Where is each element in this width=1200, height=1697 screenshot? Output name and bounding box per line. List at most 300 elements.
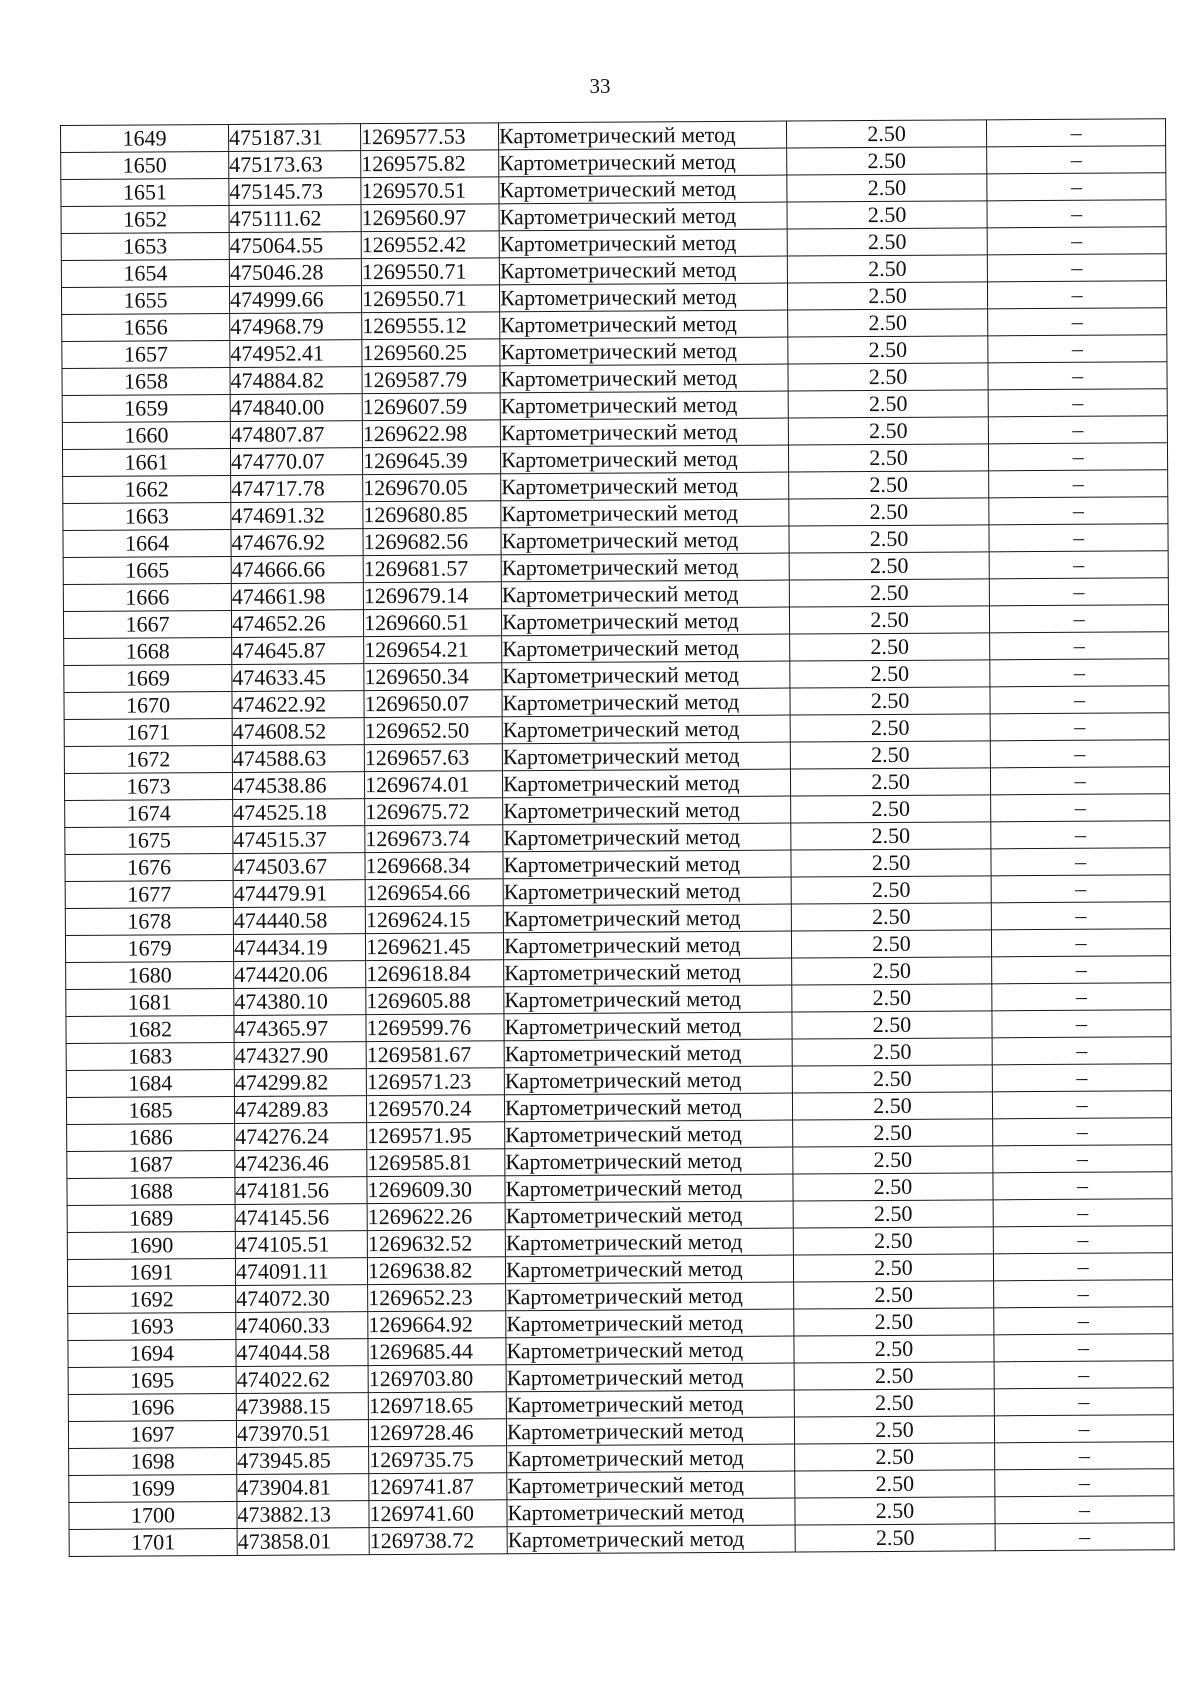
method-cell: Картометрический метод: [503, 796, 791, 825]
accuracy-cell: 2.50: [791, 903, 991, 931]
point-number-cell: 1678: [65, 907, 233, 935]
note-cell: –: [988, 389, 1167, 417]
point-number-cell: 1686: [67, 1123, 235, 1151]
x-coordinate-cell: 473904.81: [237, 1474, 369, 1502]
y-coordinate-cell: 1269587.79: [362, 366, 500, 394]
x-coordinate-cell: 474633.45: [232, 664, 364, 692]
y-coordinate-cell: 1269660.51: [363, 609, 501, 637]
x-coordinate-cell: 474479.91: [233, 880, 365, 908]
note-cell: –: [991, 875, 1170, 903]
method-cell: Картометрический метод: [501, 553, 789, 582]
method-cell: Картометрический метод: [502, 688, 790, 717]
point-number-cell: 1700: [69, 1501, 237, 1529]
y-coordinate-cell: 1269718.65: [368, 1392, 506, 1420]
x-coordinate-cell: 474538.86: [232, 772, 364, 800]
point-number-cell: 1676: [65, 853, 233, 881]
x-coordinate-cell: 474440.58: [233, 907, 365, 935]
accuracy-cell: 2.50: [791, 795, 991, 823]
method-cell: Картометрический метод: [504, 1012, 792, 1041]
y-coordinate-cell: 1269624.15: [365, 906, 503, 934]
note-cell: –: [991, 929, 1170, 957]
accuracy-cell: 2.50: [790, 660, 990, 688]
method-cell: Картометрический метод: [504, 1039, 792, 1068]
point-number-cell: 1696: [68, 1393, 236, 1421]
accuracy-cell: 2.50: [788, 444, 988, 472]
x-coordinate-cell: 474968.79: [230, 313, 362, 341]
x-coordinate-cell: 475145.73: [229, 178, 361, 206]
note-cell: –: [990, 659, 1169, 687]
method-cell: Картометрический метод: [502, 769, 790, 798]
method-cell: Картометрический метод: [499, 202, 787, 231]
accuracy-cell: 2.50: [792, 1011, 992, 1039]
accuracy-cell: 2.50: [790, 633, 990, 661]
accuracy-cell: 2.50: [793, 1254, 993, 1282]
point-number-cell: 1650: [61, 151, 229, 179]
point-number-cell: 1695: [68, 1366, 236, 1394]
coordinates-sheet: [60, 118, 1174, 1557]
accuracy-cell: 2.50: [787, 282, 987, 310]
method-cell: Картометрический метод: [504, 985, 792, 1014]
y-coordinate-cell: 1269621.45: [365, 933, 503, 961]
note-cell: –: [987, 227, 1166, 255]
y-coordinate-cell: 1269673.74: [365, 825, 503, 853]
accuracy-cell: 2.50: [788, 417, 988, 445]
x-coordinate-cell: 474588.63: [232, 745, 364, 773]
note-cell: –: [991, 821, 1170, 849]
point-number-cell: 1664: [63, 529, 231, 557]
y-coordinate-cell: 1269741.60: [369, 1500, 507, 1528]
note-cell: –: [994, 1388, 1173, 1416]
y-coordinate-cell: 1269674.01: [364, 771, 502, 799]
accuracy-cell: 2.50: [790, 741, 990, 769]
note-cell: –: [993, 1145, 1172, 1173]
x-coordinate-cell: 474525.18: [233, 799, 365, 827]
accuracy-cell: 2.50: [786, 120, 986, 148]
accuracy-cell: 2.50: [788, 390, 988, 418]
y-coordinate-cell: 1269735.75: [369, 1446, 507, 1474]
y-coordinate-cell: 1269685.44: [368, 1338, 506, 1366]
accuracy-cell: 2.50: [789, 606, 989, 634]
y-coordinate-cell: 1269654.21: [364, 636, 502, 664]
method-cell: Картометрический метод: [504, 958, 792, 987]
note-cell: –: [987, 173, 1166, 201]
accuracy-cell: 2.50: [795, 1497, 995, 1525]
accuracy-cell: 2.50: [793, 1119, 993, 1147]
method-cell: Картометрический метод: [506, 1417, 794, 1446]
y-coordinate-cell: 1269654.66: [365, 879, 503, 907]
note-cell: –: [990, 767, 1169, 795]
accuracy-cell: 2.50: [795, 1524, 995, 1552]
point-number-cell: 1656: [62, 313, 230, 341]
point-number-cell: 1669: [64, 664, 232, 692]
accuracy-cell: 2.50: [795, 1443, 995, 1471]
x-coordinate-cell: 475187.31: [228, 124, 360, 152]
y-coordinate-cell: 1269577.53: [360, 123, 498, 151]
accuracy-cell: 2.50: [789, 525, 989, 553]
y-coordinate-cell: 1269682.56: [363, 528, 501, 556]
x-coordinate-cell: 473970.51: [236, 1420, 368, 1448]
method-cell: Картометрический метод: [503, 877, 791, 906]
accuracy-cell: 2.50: [792, 957, 992, 985]
note-cell: –: [988, 416, 1167, 444]
x-coordinate-cell: 474181.56: [235, 1177, 367, 1205]
accuracy-cell: 2.50: [789, 579, 989, 607]
accuracy-cell: 2.50: [788, 363, 988, 391]
x-coordinate-cell: 475111.62: [229, 205, 361, 233]
point-number-cell: 1665: [63, 556, 231, 584]
y-coordinate-cell: 1269668.34: [365, 852, 503, 880]
note-cell: –: [990, 686, 1169, 714]
method-cell: Картометрический метод: [502, 715, 790, 744]
accuracy-cell: 2.50: [794, 1389, 994, 1417]
note-cell: –: [988, 362, 1167, 390]
table-row: [69, 1523, 1174, 1557]
x-coordinate-cell: 473988.15: [236, 1393, 368, 1421]
y-coordinate-cell: 1269609.30: [367, 1176, 505, 1204]
note-cell: –: [990, 713, 1169, 741]
y-coordinate-cell: 1269728.46: [368, 1419, 506, 1447]
point-number-cell: 1672: [64, 745, 232, 773]
x-coordinate-cell: 474327.90: [234, 1042, 366, 1070]
x-coordinate-cell: 474380.10: [234, 988, 366, 1016]
y-coordinate-cell: 1269738.72: [369, 1527, 507, 1555]
note-cell: –: [993, 1199, 1172, 1227]
y-coordinate-cell: 1269650.34: [364, 663, 502, 691]
x-coordinate-cell: 474691.32: [231, 502, 363, 530]
y-coordinate-cell: 1269622.98: [362, 420, 500, 448]
method-cell: Картометрический метод: [507, 1498, 795, 1527]
accuracy-cell: 2.50: [793, 1173, 993, 1201]
note-cell: –: [994, 1361, 1173, 1389]
note-cell: –: [992, 1037, 1171, 1065]
x-coordinate-cell: 474145.56: [235, 1204, 367, 1232]
y-coordinate-cell: 1269607.59: [362, 393, 500, 421]
x-coordinate-cell: 474807.87: [230, 421, 362, 449]
accuracy-cell: 2.50: [790, 768, 990, 796]
point-number-cell: 1662: [63, 475, 231, 503]
x-coordinate-cell: 475046.28: [229, 259, 361, 287]
accuracy-cell: 2.50: [794, 1335, 994, 1363]
x-coordinate-cell: 474044.58: [236, 1339, 368, 1367]
method-cell: Картометрический метод: [501, 607, 789, 636]
method-cell: Картометрический метод: [501, 580, 789, 609]
method-cell: Картометрический метод: [505, 1174, 793, 1203]
y-coordinate-cell: 1269552.42: [361, 231, 499, 259]
point-number-cell: 1652: [61, 205, 229, 233]
y-coordinate-cell: 1269679.14: [363, 582, 501, 610]
method-cell: Картометрический метод: [505, 1147, 793, 1176]
method-cell: Картометрический метод: [502, 742, 790, 771]
note-cell: –: [988, 443, 1167, 471]
method-cell: Картометрический метод: [500, 418, 788, 447]
point-number-cell: 1661: [62, 448, 230, 476]
point-number-cell: 1653: [61, 232, 229, 260]
accuracy-cell: 2.50: [791, 876, 991, 904]
x-coordinate-cell: 474666.66: [231, 556, 363, 584]
method-cell: Картометрический метод: [505, 1228, 793, 1257]
note-cell: –: [988, 308, 1167, 336]
accuracy-cell: 2.50: [791, 930, 991, 958]
note-cell: –: [992, 1010, 1171, 1038]
note-cell: –: [987, 200, 1166, 228]
note-cell: –: [995, 1469, 1174, 1497]
note-cell: –: [993, 1253, 1172, 1281]
y-coordinate-cell: 1269703.80: [368, 1365, 506, 1393]
point-number-cell: 1660: [62, 421, 230, 449]
method-cell: Картометрический метод: [506, 1309, 794, 1338]
y-coordinate-cell: 1269618.84: [366, 960, 504, 988]
accuracy-cell: 2.50: [792, 1038, 992, 1066]
method-cell: Картометрический метод: [500, 364, 788, 393]
method-cell: Картометрический метод: [500, 391, 788, 420]
point-number-cell: 1693: [68, 1312, 236, 1340]
method-cell: Картометрический метод: [507, 1444, 795, 1473]
point-number-cell: 1677: [65, 880, 233, 908]
coordinates-table: [60, 118, 1175, 1557]
x-coordinate-cell: 474717.78: [231, 475, 363, 503]
note-cell: –: [989, 551, 1168, 579]
point-number-cell: 1699: [69, 1474, 237, 1502]
method-cell: Картометрический метод: [503, 850, 791, 879]
point-number-cell: 1655: [61, 286, 229, 314]
note-cell: –: [992, 956, 1171, 984]
x-coordinate-cell: 474072.30: [236, 1285, 368, 1313]
note-cell: –: [989, 524, 1168, 552]
point-number-cell: 1657: [62, 340, 230, 368]
x-coordinate-cell: 473858.01: [237, 1528, 369, 1556]
y-coordinate-cell: 1269657.63: [364, 744, 502, 772]
accuracy-cell: 2.50: [794, 1416, 994, 1444]
method-cell: Картометрический метод: [499, 283, 787, 312]
y-coordinate-cell: 1269599.76: [366, 1014, 504, 1042]
x-coordinate-cell: 474645.87: [232, 637, 364, 665]
accuracy-cell: 2.50: [788, 309, 988, 337]
point-number-cell: 1685: [66, 1096, 234, 1124]
accuracy-cell: 2.50: [787, 255, 987, 283]
point-number-cell: 1654: [61, 259, 229, 287]
x-coordinate-cell: 474661.98: [231, 583, 363, 611]
method-cell: Картометрический метод: [501, 472, 789, 501]
note-cell: –: [992, 1091, 1171, 1119]
method-cell: Картометрический метод: [507, 1525, 795, 1554]
accuracy-cell: 2.50: [793, 1146, 993, 1174]
x-coordinate-cell: 474884.82: [230, 367, 362, 395]
point-number-cell: 1694: [68, 1339, 236, 1367]
point-number-cell: 1651: [61, 178, 229, 206]
method-cell: Картометрический метод: [507, 1471, 795, 1500]
note-cell: –: [989, 497, 1168, 525]
accuracy-cell: 2.50: [795, 1470, 995, 1498]
accuracy-cell: 2.50: [793, 1200, 993, 1228]
y-coordinate-cell: 1269570.24: [366, 1095, 504, 1123]
y-coordinate-cell: 1269650.07: [364, 690, 502, 718]
point-number-cell: 1671: [64, 718, 232, 746]
x-coordinate-cell: 475173.63: [229, 151, 361, 179]
y-coordinate-cell: 1269575.82: [361, 150, 499, 178]
note-cell: –: [989, 605, 1168, 633]
method-cell: Картометрический метод: [500, 337, 788, 366]
point-number-cell: 1667: [63, 610, 231, 638]
point-number-cell: 1697: [68, 1420, 236, 1448]
x-coordinate-cell: 474652.26: [231, 610, 363, 638]
x-coordinate-cell: 474060.33: [236, 1312, 368, 1340]
y-coordinate-cell: 1269652.50: [364, 717, 502, 745]
y-coordinate-cell: 1269550.71: [361, 258, 499, 286]
method-cell: Картометрический метод: [499, 256, 787, 285]
point-number-cell: 1698: [69, 1447, 237, 1475]
page-number: 33: [589, 74, 611, 98]
accuracy-cell: 2.50: [794, 1362, 994, 1390]
method-cell: Картометрический метод: [498, 121, 786, 150]
point-number-cell: 1687: [67, 1150, 235, 1178]
point-number-cell: 1649: [61, 124, 229, 152]
x-coordinate-cell: 473882.13: [237, 1501, 369, 1529]
point-number-cell: 1673: [64, 772, 232, 800]
accuracy-cell: 2.50: [787, 201, 987, 229]
point-number-cell: 1683: [66, 1042, 234, 1070]
note-cell: –: [994, 1415, 1173, 1443]
x-coordinate-cell: 474608.52: [232, 718, 364, 746]
note-cell: –: [987, 146, 1166, 174]
y-coordinate-cell: 1269741.87: [369, 1473, 507, 1501]
y-coordinate-cell: 1269560.97: [361, 204, 499, 232]
method-cell: Картометрический метод: [506, 1363, 794, 1392]
note-cell: –: [991, 848, 1170, 876]
y-coordinate-cell: 1269622.26: [367, 1203, 505, 1231]
point-number-cell: 1663: [63, 502, 231, 530]
point-number-cell: 1692: [68, 1285, 236, 1313]
note-cell: –: [991, 794, 1170, 822]
method-cell: Картометрический метод: [504, 1093, 792, 1122]
x-coordinate-cell: 475064.55: [229, 232, 361, 260]
accuracy-cell: 2.50: [789, 552, 989, 580]
point-number-cell: 1690: [67, 1231, 235, 1259]
x-coordinate-cell: 474299.82: [234, 1069, 366, 1097]
y-coordinate-cell: 1269664.92: [368, 1311, 506, 1339]
note-cell: –: [990, 740, 1169, 768]
note-cell: –: [990, 632, 1169, 660]
point-number-cell: 1688: [67, 1177, 235, 1205]
note-cell: –: [988, 335, 1167, 363]
method-cell: Картометрический метод: [505, 1201, 793, 1230]
method-cell: Картометрический метод: [505, 1120, 793, 1149]
accuracy-cell: 2.50: [794, 1281, 994, 1309]
note-cell: –: [994, 1307, 1173, 1335]
y-coordinate-cell: 1269605.88: [366, 987, 504, 1015]
accuracy-cell: 2.50: [787, 174, 987, 202]
accuracy-cell: 2.50: [794, 1308, 994, 1336]
x-coordinate-cell: 474365.97: [234, 1015, 366, 1043]
point-number-cell: 1668: [64, 637, 232, 665]
method-cell: Картометрический метод: [499, 148, 787, 177]
method-cell: Картометрический метод: [503, 904, 791, 933]
y-coordinate-cell: 1269550.71: [361, 285, 499, 313]
method-cell: Картометрический метод: [505, 1255, 793, 1284]
note-cell: –: [995, 1523, 1174, 1551]
accuracy-cell: 2.50: [792, 984, 992, 1012]
y-coordinate-cell: 1269571.95: [367, 1122, 505, 1150]
accuracy-cell: 2.50: [790, 714, 990, 742]
x-coordinate-cell: 474952.41: [230, 340, 362, 368]
point-number-cell: 1682: [66, 1015, 234, 1043]
note-cell: –: [987, 254, 1166, 282]
y-coordinate-cell: 1269560.25: [362, 339, 500, 367]
x-coordinate-cell: 474999.66: [229, 286, 361, 314]
x-coordinate-cell: 474022.62: [236, 1366, 368, 1394]
x-coordinate-cell: 474515.37: [233, 826, 365, 854]
y-coordinate-cell: 1269675.72: [365, 798, 503, 826]
method-cell: Картометрический метод: [506, 1336, 794, 1365]
accuracy-cell: 2.50: [789, 471, 989, 499]
y-coordinate-cell: 1269645.39: [362, 447, 500, 475]
method-cell: Картометрический метод: [501, 526, 789, 555]
accuracy-cell: 2.50: [791, 822, 991, 850]
note-cell: –: [986, 119, 1165, 147]
method-cell: Картометрический метод: [503, 931, 791, 960]
method-cell: Картометрический метод: [503, 823, 791, 852]
y-coordinate-cell: 1269571.23: [366, 1068, 504, 1096]
x-coordinate-cell: 474503.67: [233, 853, 365, 881]
note-cell: –: [995, 1442, 1174, 1470]
note-cell: –: [989, 470, 1168, 498]
point-number-cell: 1679: [65, 934, 233, 962]
x-coordinate-cell: 474434.19: [233, 934, 365, 962]
method-cell: Картометрический метод: [506, 1390, 794, 1419]
accuracy-cell: 2.50: [792, 1065, 992, 1093]
accuracy-cell: 2.50: [788, 336, 988, 364]
point-number-cell: 1681: [66, 988, 234, 1016]
note-cell: –: [993, 1172, 1172, 1200]
x-coordinate-cell: 474289.83: [234, 1096, 366, 1124]
point-number-cell: 1701: [69, 1528, 237, 1556]
accuracy-cell: 2.50: [792, 1092, 992, 1120]
point-number-cell: 1674: [65, 799, 233, 827]
x-coordinate-cell: 474276.24: [235, 1123, 367, 1151]
note-cell: –: [993, 1118, 1172, 1146]
coordinates-table-body: [61, 119, 1175, 1557]
y-coordinate-cell: 1269585.81: [367, 1149, 505, 1177]
y-coordinate-cell: 1269555.12: [362, 312, 500, 340]
accuracy-cell: 2.50: [790, 687, 990, 715]
point-number-cell: 1658: [62, 367, 230, 395]
x-coordinate-cell: 473945.85: [237, 1447, 369, 1475]
method-cell: Картометрический метод: [501, 499, 789, 528]
point-number-cell: 1666: [63, 583, 231, 611]
x-coordinate-cell: 474676.92: [231, 529, 363, 557]
x-coordinate-cell: 474236.46: [235, 1150, 367, 1178]
point-number-cell: 1689: [67, 1204, 235, 1232]
x-coordinate-cell: 474420.06: [234, 961, 366, 989]
y-coordinate-cell: 1269570.51: [361, 177, 499, 205]
y-coordinate-cell: 1269681.57: [363, 555, 501, 583]
point-number-cell: 1670: [64, 691, 232, 719]
y-coordinate-cell: 1269670.05: [363, 474, 501, 502]
x-coordinate-cell: 474770.07: [230, 448, 362, 476]
x-coordinate-cell: 474091.11: [235, 1258, 367, 1286]
accuracy-cell: 2.50: [787, 147, 987, 175]
method-cell: Картометрический метод: [502, 661, 790, 690]
method-cell: Картометрический метод: [499, 175, 787, 204]
point-number-cell: 1684: [66, 1069, 234, 1097]
x-coordinate-cell: 474840.00: [230, 394, 362, 422]
y-coordinate-cell: 1269632.52: [367, 1230, 505, 1258]
y-coordinate-cell: 1269680.85: [363, 501, 501, 529]
method-cell: Картометрический метод: [506, 1282, 794, 1311]
method-cell: Картометрический метод: [504, 1066, 792, 1095]
note-cell: –: [995, 1496, 1174, 1524]
accuracy-cell: 2.50: [791, 849, 991, 877]
x-coordinate-cell: 474105.51: [235, 1231, 367, 1259]
